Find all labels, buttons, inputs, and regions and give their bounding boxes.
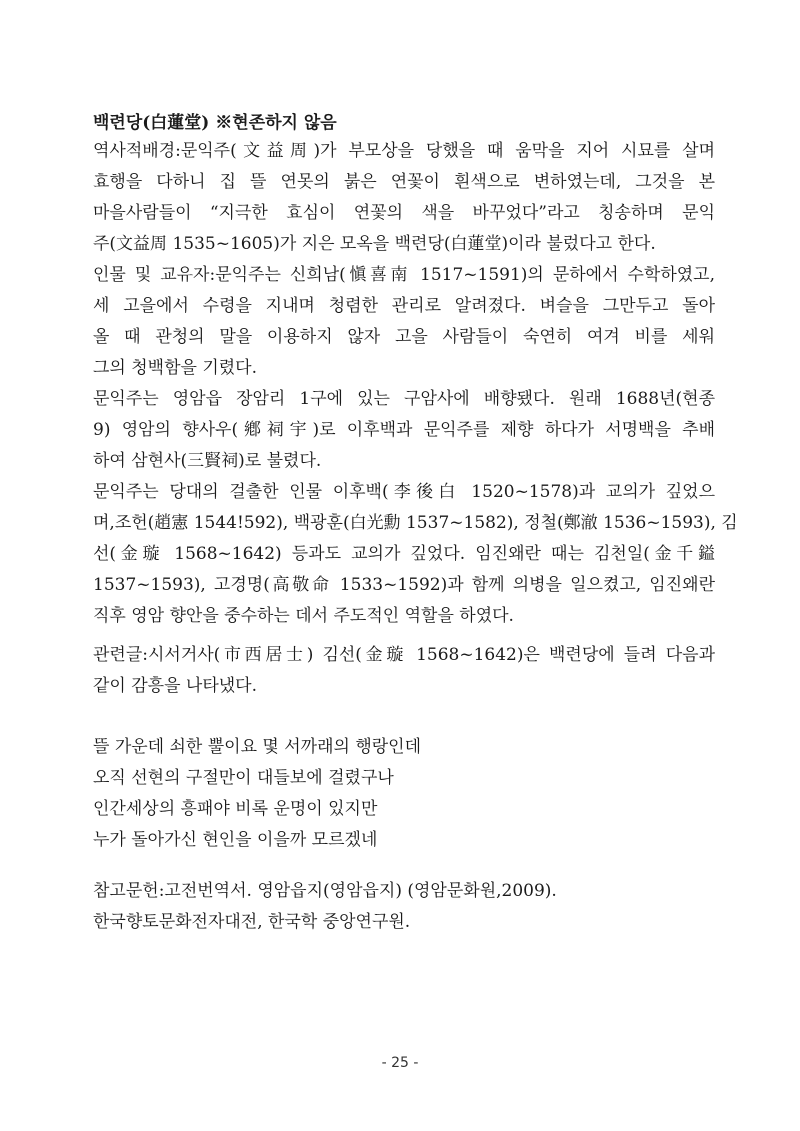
text-line: 선(金璇 1568~1642) 등과도 교의가 깊었다. 임진왜란 때는 김천일(金千鎰: [93, 544, 715, 564]
text-line: 올 때 관청의 말을 이용하지 않자 고을 사람들이 숙연히 여겨 비를 세워: [93, 327, 715, 347]
paragraph-history: [93, 136, 715, 260]
text-line: 며,조헌(趙憲 1544!592), 백광훈(白光勳 1537~1582), 정철(鄭澈 1536~1593), 김: [93, 513, 738, 533]
text-line: 세 고을에서 수령을 지내며 청렴한 관리로 알려졌다. 벼슬을 그만두고 돌아: [93, 296, 715, 316]
text-line: 인물 및 교유자:문익주는 신희남(愼喜南 1517~1591)의 문하에서 수학하였고,: [93, 265, 715, 285]
poem-line: 오직 선현의 구절만이 대들보에 걸렸구나: [93, 768, 394, 788]
text-line: 직후 영암 향안을 중수하는 데서 주도적인 역할을 하였다.: [93, 606, 514, 626]
text-line: 문익주는 당대의 걸출한 인물 이후백(李後白 1520~1578)과 교의가 깊었으: [93, 482, 715, 502]
section-title: 백련당(白蓮堂) ※현존하지 않음: [93, 113, 337, 133]
page-number: - 25 -: [381, 1055, 419, 1071]
paragraph-associates: [93, 477, 738, 632]
spacer: [93, 856, 715, 876]
poem-line: 인간세상의 흥패야 비록 운명이 있지만: [93, 799, 378, 819]
poem-line: 누가 돌아가신 현인을 이을까 모르겠네: [93, 830, 378, 850]
text-line: 9) 영암의 향사우(鄕祠宇)로 이후백과 문익주를 제향 하다가 서명백을 추배: [93, 420, 715, 440]
reference-line: 참고문헌:고전번역서. 영암읍지(영암읍지) (영암문화원,2009).: [93, 881, 557, 901]
references: [93, 876, 715, 938]
text-line: 그의 청백함을 기렸다.: [93, 358, 258, 378]
text-line: 같이 감흥을 나타냈다.: [93, 676, 258, 696]
poem: [93, 732, 715, 856]
text-line: 문익주는 영암읍 장암리 1구에 있는 구암사에 배향됐다. 원래 1688년(현종: [93, 389, 715, 409]
paragraph-shrine: [93, 384, 715, 477]
text-line: 역사적배경:문익주(文益周)가 부모상을 당했을 때 움막을 지어 시묘를 살며: [93, 141, 715, 161]
text-line: 하여 삼현사(三賢祠)로 불렸다.: [93, 451, 322, 471]
text-line: 주(文益周 1535~1605)가 지은 모옥을 백련당(白蓮堂)이라 불렀다고 한다.: [93, 234, 656, 254]
text-line: 효행을 다하니 집 뜰 연못의 붉은 연꽃이 흰색으로 변하였는데, 그것을 본: [93, 172, 715, 192]
document-body: [93, 110, 738, 938]
paragraph-persons: [93, 260, 715, 384]
text-line: 1537~1593), 고경명(高敬命 1533~1592)과 함께 의병을 일으켰고, 임진왜란: [93, 575, 715, 595]
paragraph-related: [93, 640, 715, 702]
poem-line: 뜰 가운데 쇠한 뿔이요 몇 서까래의 행랑인데: [93, 737, 422, 757]
text-line: 마을사람들이 “지극한 효심이 연꽃의 색을 바꾸었다”라고 칭송하며 문익: [93, 203, 715, 223]
spacer: [93, 702, 715, 732]
reference-line: 한국향토문화전자대전, 한국학 중앙연구원.: [93, 912, 411, 932]
spacer: [93, 632, 715, 640]
text-line: 관련글:시서거사(市西居士) 김선(金璇 1568~1642)은 백련당에 들려 다음과: [93, 645, 715, 665]
